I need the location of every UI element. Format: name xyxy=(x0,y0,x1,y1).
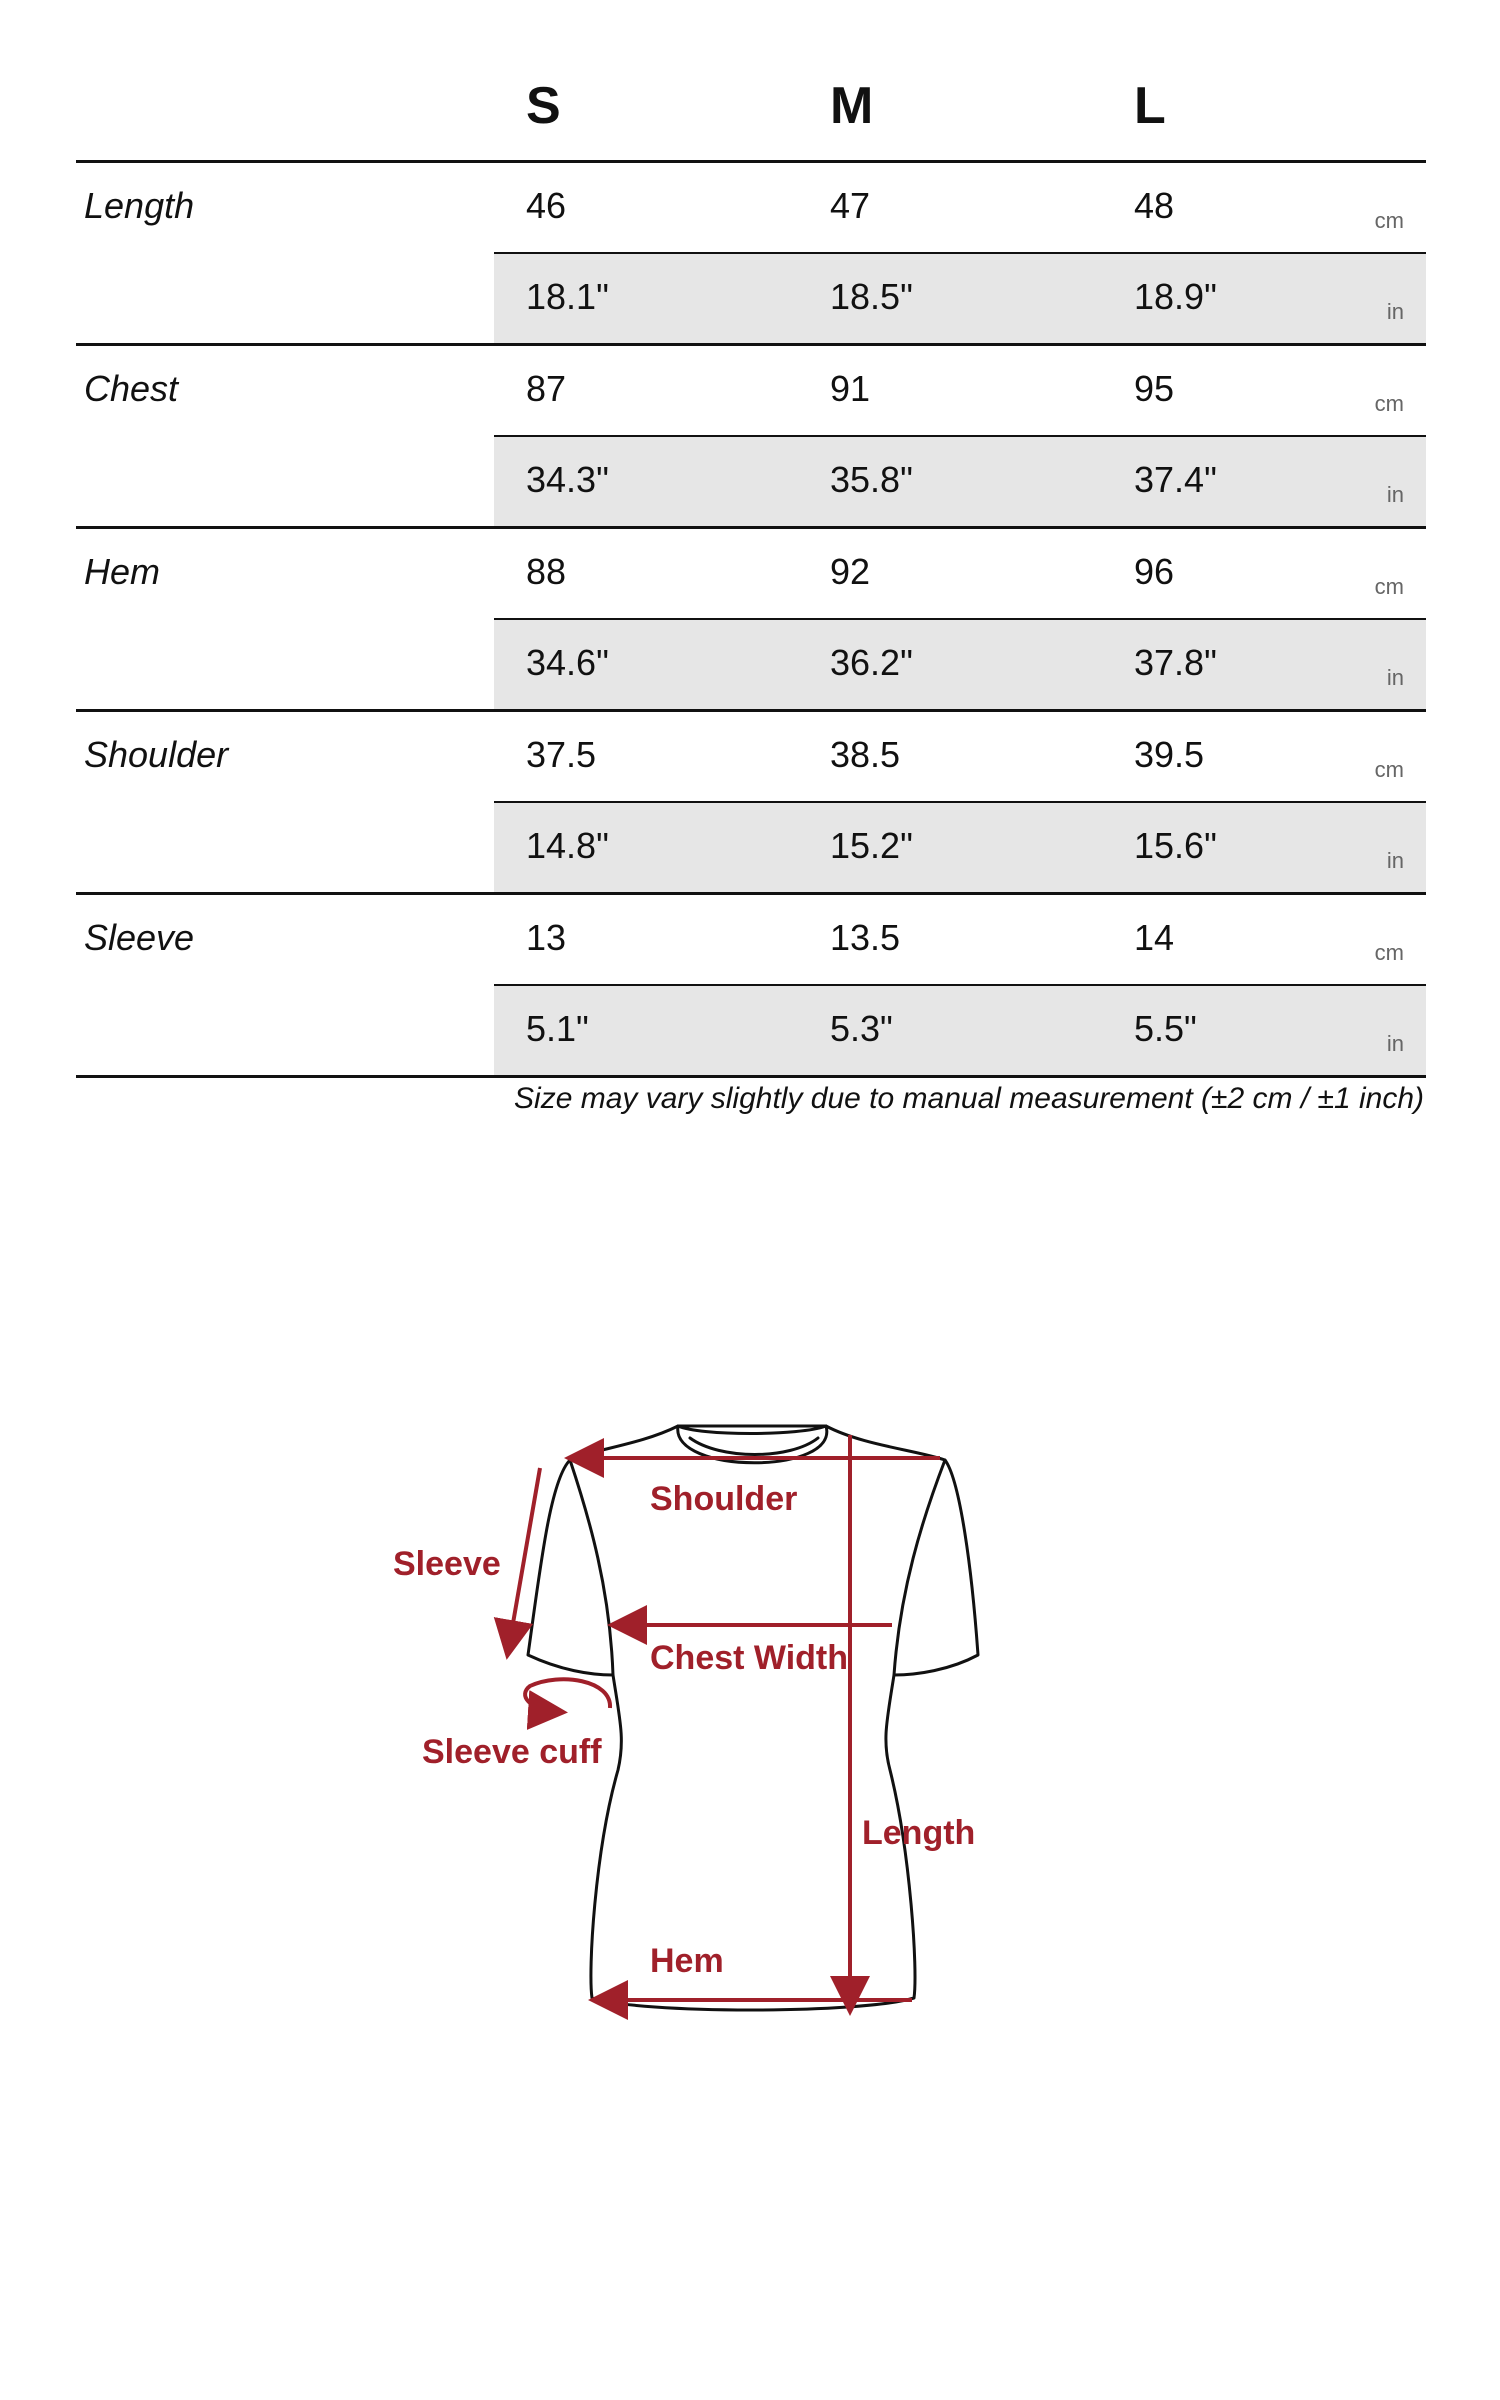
unit-in: in xyxy=(1386,1031,1404,1056)
value-s-cm: 88 xyxy=(526,551,567,592)
value-l-cm: 96 xyxy=(1134,551,1175,592)
measure-label: Chest xyxy=(84,368,179,409)
unit-cm: cm xyxy=(1374,391,1404,416)
value-l-cm: 39.5 xyxy=(1134,734,1205,775)
sleeve-arrow xyxy=(508,1468,540,1652)
value-l-in: 37.4" xyxy=(1134,459,1217,500)
inch-row xyxy=(494,254,1426,343)
cm-row xyxy=(494,529,1426,620)
value-l-in: 15.6" xyxy=(1134,825,1217,866)
value-s-cm: 87 xyxy=(526,368,567,409)
inch-row xyxy=(494,803,1426,892)
value-l-cm: 48 xyxy=(1134,185,1175,226)
inch-row xyxy=(494,986,1426,1075)
value-s-in: 14.8" xyxy=(526,825,609,866)
value-m-in: 36.2" xyxy=(830,642,913,683)
cm-row xyxy=(494,895,1426,986)
size-header-m: M xyxy=(830,77,874,135)
unit-cm: cm xyxy=(1374,940,1404,965)
shirt-collar-back xyxy=(690,1438,818,1455)
shirt-armhole-right xyxy=(894,1460,945,1675)
value-l-cm: 14 xyxy=(1134,917,1175,958)
label-shoulder: Shoulder xyxy=(650,1480,798,1518)
unit-cm: cm xyxy=(1374,757,1404,782)
value-l-cm: 95 xyxy=(1134,368,1175,409)
value-s-in: 34.6" xyxy=(526,642,609,683)
unit-in: in xyxy=(1386,848,1404,873)
value-s-cm: 37.5 xyxy=(526,734,597,775)
value-s-in: 34.3" xyxy=(526,459,609,500)
measure-group-sleeve xyxy=(76,895,1426,1078)
size-chart-table xyxy=(76,0,1426,1078)
measure-label: Shoulder xyxy=(84,734,229,775)
measure-group-chest xyxy=(76,346,1426,529)
label-hem: Hem xyxy=(650,1942,724,1980)
measurement-arrows xyxy=(508,1435,940,2008)
cm-row xyxy=(494,712,1426,803)
size-header-s: S xyxy=(526,77,561,135)
value-m-in: 35.8" xyxy=(830,459,913,500)
unit-cm: cm xyxy=(1374,574,1404,599)
measure-label: Sleeve xyxy=(84,917,195,958)
shirt-armhole-left xyxy=(570,1460,613,1675)
measure-label: Length xyxy=(84,185,195,226)
value-m-cm: 91 xyxy=(830,368,871,409)
size-header-row xyxy=(76,0,1426,163)
measure-label: Hem xyxy=(84,551,161,592)
measure-group-length xyxy=(76,163,1426,346)
value-m-in: 5.3" xyxy=(830,1008,893,1049)
size-header-l: L xyxy=(1134,77,1166,135)
inch-row xyxy=(494,620,1426,709)
value-m-cm: 13.5 xyxy=(830,917,901,958)
measurement-note: Size may vary slightly due to manual measurement (±2 cm / ±1 inch) xyxy=(514,1082,1424,1115)
unit-in: in xyxy=(1386,482,1404,507)
value-m-cm: 92 xyxy=(830,551,871,592)
value-m-cm: 47 xyxy=(830,185,871,226)
value-l-in: 37.8" xyxy=(1134,642,1217,683)
measure-group-shoulder xyxy=(76,712,1426,895)
value-m-cm: 38.5 xyxy=(830,734,901,775)
value-m-in: 15.2" xyxy=(830,825,913,866)
tshirt-svg xyxy=(0,1300,1500,2150)
value-s-in: 18.1" xyxy=(526,276,609,317)
tshirt-measurement-diagram xyxy=(0,1300,1500,2150)
value-s-cm: 13 xyxy=(526,917,567,958)
inch-row xyxy=(494,437,1426,526)
sleeve-cuff-arrow xyxy=(525,1679,610,1712)
label-length: Length xyxy=(862,1814,976,1852)
measure-group-hem xyxy=(76,529,1426,712)
value-l-in: 5.5" xyxy=(1134,1008,1197,1049)
unit-in: in xyxy=(1386,299,1404,324)
value-s-in: 5.1" xyxy=(526,1008,589,1049)
value-l-in: 18.9" xyxy=(1134,276,1217,317)
label-sleeve-cuff: Sleeve cuff xyxy=(422,1733,602,1771)
value-s-cm: 46 xyxy=(526,185,567,226)
unit-in: in xyxy=(1386,665,1404,690)
label-sleeve: Sleeve xyxy=(393,1545,501,1583)
cm-row xyxy=(494,163,1426,254)
label-chest-width: Chest Width xyxy=(650,1639,849,1677)
value-m-in: 18.5" xyxy=(830,276,913,317)
cm-row xyxy=(494,346,1426,437)
unit-cm: cm xyxy=(1374,208,1404,233)
